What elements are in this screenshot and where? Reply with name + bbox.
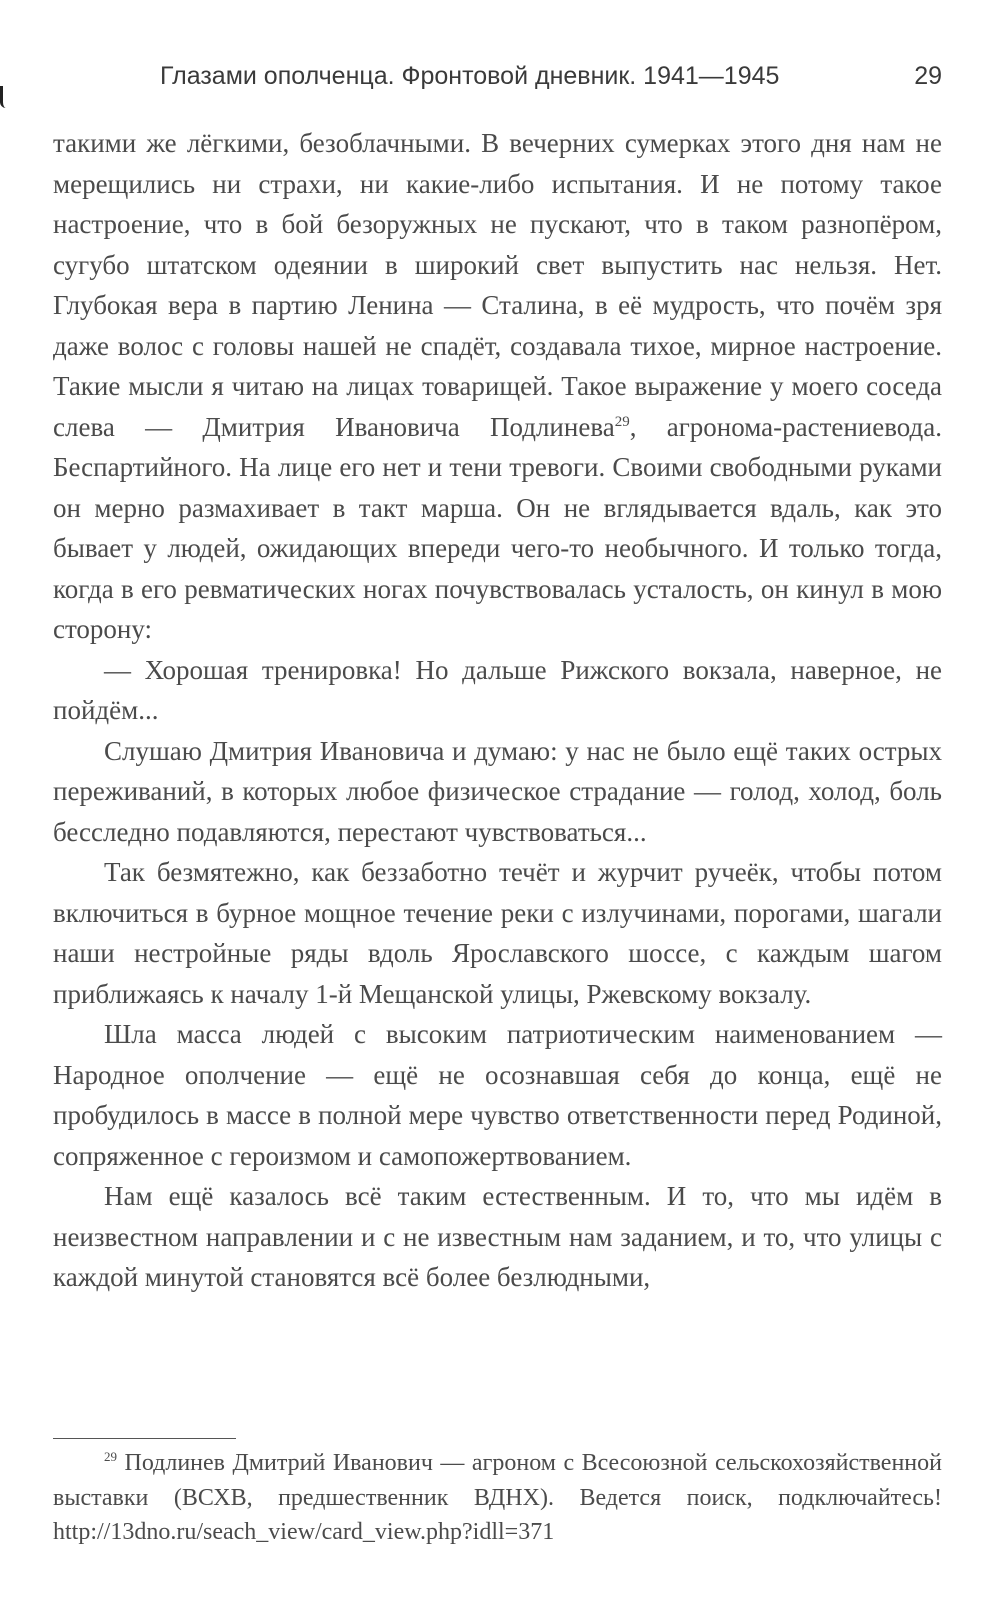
paragraph-4: Так безмятежно, как беззаботно течёт и журчит ручеёк, чтобы потом включиться в бурное мощное течение реки с излучинами, порогами, шагали наши нестройные ряды вдоль Ярославского шоссе, с каждым шагом приближаясь к началу 1-й Мещанской улицы, Ржевскому вокзалу. xyxy=(53,857,942,1009)
paragraph-1-text-b: , агронома-растениевода. Беспартийного. На лице его нет и тени тревоги. Своими свободными руками он мерно размахивает в такт марша. Он не вглядывается вдаль, как это бывает у людей, ожидающих впереди чего-то необычного. И только тогда, когда в его ревматических ногах почувствовалась усталость, он кинул в мою сторону: xyxy=(53,411,943,644)
paragraph-1 xyxy=(53,123,942,650)
paragraph-1-text-a: такими же лёгкими, безоблачными. В вечерних сумерках этого дня нам не мерещились ни страхи, ни какие-либо испытания. И не потому такое настроение, что в бой безоружных не пускают, что в таком разнопёром, сугубо штатском одеянии в широкий свет выпустить нас нельзя. Нет. Глубокая вера в партию Ленина — Сталина, в её мудрость, что почём зря даже волос с головы нашей не спадёт, создавала тихое, мирное настроение. Такие мысли я читаю на лицах товарищей. Такое выражение у моего соседа слева — Дмитрия Ивановича Подлинева xyxy=(53,128,942,442)
running-title: Глазами ополченца. Фронтовой дневник. 1941—1945 xyxy=(160,62,780,90)
page-edge-mark xyxy=(0,86,9,108)
paragraph-5: Шла масса людей с высоким патриотическим наименованием — Народное ополчение — ещё не осознавшая себя до конца, ещё не пробудилось в массе в полной мере чувство ответственности перед Родиной, сопряженное с героизмом и самопожертвованием. xyxy=(53,1019,942,1171)
running-header xyxy=(160,58,942,98)
footnote-reference: 29 xyxy=(614,413,630,430)
paragraph-2: — Хорошая тренировка! Но дальше Рижского вокзала, наверное, не пойдём... xyxy=(53,654,942,725)
main-text xyxy=(53,123,942,1298)
footnote-text: Подлинев Дмитрий Иванович — агроном с Всесоюзной сельскохозяйственной выставки (ВСХВ, предшественник ВДНХ). Ведется поиск, подключайтесь! http://13dno.ru/seach_view/card_view.php?idll=371 xyxy=(53,1450,942,1545)
page-number: 29 xyxy=(914,62,942,90)
footnote-number: 29 xyxy=(104,1449,117,1464)
paragraph-3: Слушаю Дмитрия Ивановича и думаю: у нас не было ещё таких острых переживаний, в которых любое физическое страдание — голод, холод, боль бесследно подавляются, перестают чувствоваться... xyxy=(53,735,942,847)
footnote-separator xyxy=(53,1438,236,1439)
footnote xyxy=(53,1446,942,1550)
paragraph-6: Нам ещё казалось всё таким естественным. И то, что мы идём в неизвестном направлении и с не известным нам заданием, и то, что улицы с каждой минутой становятся всё более безлюдными, xyxy=(53,1181,942,1292)
